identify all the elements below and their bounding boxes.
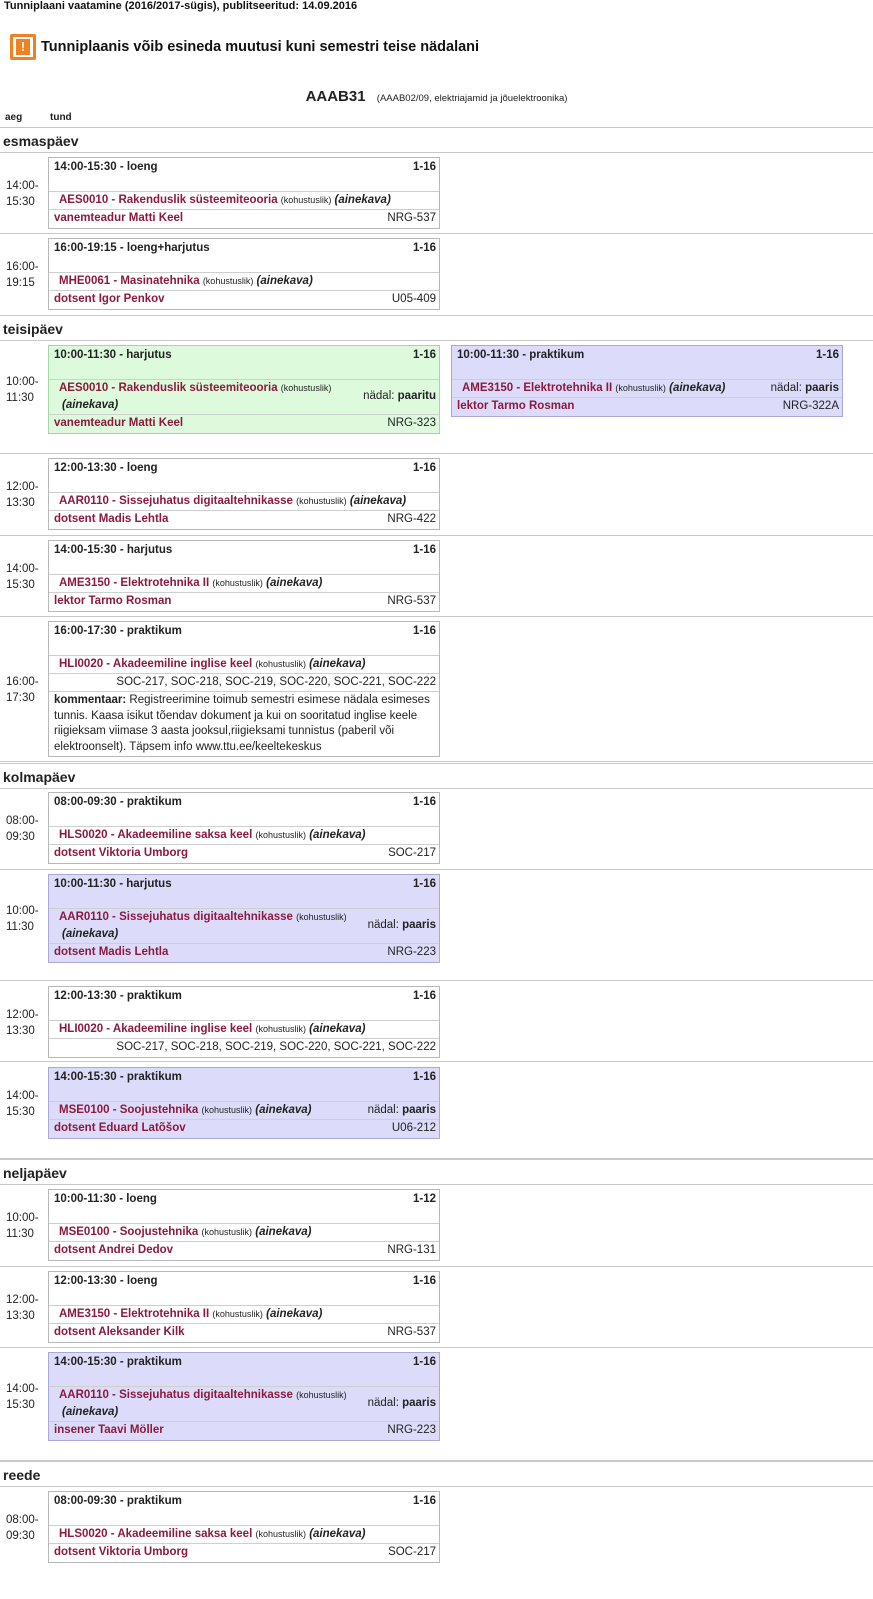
lesson-card[interactable] — [48, 792, 440, 864]
course-type: (kohustuslik) — [201, 1105, 253, 1115]
slot-time: 14:00- 15:30 — [6, 1090, 39, 1118]
teacher-row — [49, 1242, 439, 1260]
lesson-time-type: 10:00-11:30 - praktikum — [457, 349, 585, 361]
week-label: nädal: — [367, 919, 399, 931]
course-row — [452, 380, 842, 398]
lesson-card[interactable] — [48, 1067, 440, 1139]
room-code: SOC-217 — [388, 1546, 436, 1558]
room-code: NRG-322A — [782, 400, 839, 412]
teacher-row — [49, 944, 439, 962]
course-link[interactable]: MHE0061 - Masinatehnika — [59, 275, 200, 287]
lesson-card[interactable] — [48, 1352, 440, 1441]
syllabus-link[interactable]: (ainekava) — [309, 658, 366, 670]
teacher-link[interactable]: insener Taavi Möller — [54, 1424, 164, 1436]
lesson-card[interactable] — [48, 540, 440, 612]
course-row — [49, 827, 439, 845]
day-name: reede — [3, 1467, 41, 1483]
day-header-rule — [0, 788, 873, 789]
lesson-time-type: 08:00-09:30 - praktikum — [54, 796, 182, 808]
lesson-comment — [49, 692, 439, 756]
column-header-lesson: tund — [50, 112, 72, 123]
slot-time: 12:00- 13:30 — [6, 1009, 39, 1037]
group-title — [0, 88, 873, 105]
syllabus-link[interactable]: (ainekava) — [334, 194, 391, 206]
teacher-row — [452, 398, 842, 416]
slot-time: 14:00- 15:30 — [6, 563, 39, 591]
lesson-card[interactable] — [451, 345, 843, 417]
slot-separator — [0, 233, 873, 234]
slot-time: 08:00- 09:30 — [6, 815, 39, 843]
week-parity — [368, 1395, 436, 1412]
course-link[interactable]: HLS0020 - Akadeemiline saksa keel — [59, 829, 253, 841]
week-parity — [368, 917, 436, 934]
teacher-row — [49, 415, 439, 433]
course-type: (kohustuslik) — [212, 578, 263, 588]
slot-separator — [0, 616, 873, 617]
lesson-header — [49, 1068, 439, 1102]
student-groups: SOC-217, SOC-218, SOC-219, SOC-220, SOC-221, SOC-222 — [49, 674, 439, 692]
lesson-time-type: 16:00-19:15 - loeng+harjutus — [54, 242, 210, 254]
course-link[interactable]: AME3150 - Elektrotehnika II — [462, 382, 613, 394]
day-separator — [0, 127, 873, 128]
teacher-link[interactable]: dotsent Viktoria Umborg — [54, 1546, 188, 1558]
lesson-header — [49, 987, 439, 1021]
teacher-link[interactable]: vanemteadur Matti Keel — [54, 417, 184, 429]
course-link[interactable]: AES0010 - Rakenduslik süsteemiteooria — [59, 194, 278, 206]
week-label: nädal: — [367, 1104, 399, 1116]
week-label: nädal: — [367, 1397, 399, 1409]
syllabus-link[interactable]: (ainekava) — [256, 275, 313, 287]
room-code: NRG-223 — [387, 946, 436, 958]
lesson-time-type: 10:00-11:30 - harjutus — [54, 878, 172, 890]
lesson-weeks: 1-16 — [412, 1275, 436, 1287]
course-link[interactable]: HLI0020 - Akadeemiline inglise keel — [59, 658, 253, 670]
course-link[interactable]: AES0010 - Rakenduslik süsteemiteooria — [59, 382, 278, 394]
teacher-row — [49, 511, 439, 529]
page-title: Tunniplaani vaatamine (2016/2017-sügis), publitseeritud: 14.09.2016 — [4, 0, 358, 12]
week-parity-value: paaris — [805, 382, 839, 394]
course-row — [49, 1102, 439, 1120]
slot-time: 14:00- 15:30 — [6, 1383, 39, 1411]
slot-time: 16:00- 19:15 — [6, 261, 39, 289]
room-code: SOC-217 — [388, 847, 436, 859]
syllabus-link[interactable]: (ainekava) — [309, 1528, 366, 1540]
course-row — [49, 1387, 439, 1422]
course-row — [49, 1306, 439, 1324]
slot-separator — [0, 761, 873, 762]
week-parity-value: paaris — [402, 919, 436, 931]
syllabus-link[interactable]: (ainekava) — [266, 577, 323, 589]
lesson-weeks: 1-16 — [412, 242, 436, 254]
course-row — [49, 656, 439, 674]
course-type: (kohustuslik) — [212, 1309, 263, 1319]
week-parity-value: paaris — [402, 1104, 436, 1116]
day-separator — [0, 315, 873, 316]
course-row — [49, 909, 439, 944]
lesson-weeks: 1-16 — [412, 1071, 436, 1083]
room-code: NRG-422 — [387, 513, 436, 525]
slot-separator — [0, 1266, 873, 1267]
teacher-link[interactable]: dotsent Eduard Latõšov — [54, 1122, 186, 1134]
course-row — [49, 1021, 439, 1039]
day-name: teisipäev — [3, 321, 63, 337]
lesson-weeks: 1-16 — [412, 462, 436, 474]
course-type: (kohustuslik) — [615, 383, 666, 393]
teacher-row — [49, 291, 439, 309]
lesson-card[interactable] — [48, 1491, 440, 1563]
slot-time: 10:00- 11:30 — [6, 905, 39, 933]
course-link[interactable]: AME3150 - Elektrotehnika II — [59, 1308, 210, 1320]
syllabus-link[interactable]: (ainekava) — [266, 1308, 323, 1320]
week-parity-value: paaritu — [397, 390, 436, 402]
lesson-weeks: 1-16 — [815, 349, 839, 361]
lesson-weeks: 1-16 — [412, 349, 436, 361]
lesson-header — [49, 1190, 439, 1224]
room-code: NRG-223 — [387, 1424, 436, 1436]
syllabus-link[interactable]: (ainekava) — [669, 382, 726, 394]
day-header-rule — [0, 1486, 873, 1487]
course-row — [49, 380, 439, 415]
course-row — [49, 493, 439, 511]
syllabus-link[interactable]: (ainekava) — [255, 1226, 312, 1238]
slot-time: 16:00- 17:30 — [6, 675, 39, 704]
course-link[interactable]: MSE0100 - Soojustehnika — [59, 1226, 199, 1238]
course-link[interactable]: AAR0110 - Sissejuhatus digitaaltehnikasse — [59, 1389, 293, 1401]
student-groups: SOC-217, SOC-218, SOC-219, SOC-220, SOC-221, SOC-222 — [116, 1041, 436, 1053]
course-row — [49, 1224, 439, 1242]
slot-separator — [0, 869, 873, 870]
teacher-row — [49, 1422, 439, 1440]
lesson-time-type: 10:00-11:30 - loeng — [54, 1193, 157, 1205]
notice-banner — [10, 34, 479, 60]
day-separator — [0, 1461, 873, 1462]
day-name: neljapäev — [3, 1165, 67, 1181]
lesson-weeks: 1-16 — [412, 625, 436, 637]
lesson-header — [49, 875, 439, 909]
syllabus-link[interactable]: (ainekava) — [349, 495, 407, 507]
lesson-card[interactable] — [48, 345, 440, 434]
teacher-link[interactable]: lektor Tarmo Rosman — [457, 400, 575, 412]
teacher-row — [49, 845, 439, 863]
lesson-weeks: 1-16 — [412, 161, 436, 173]
lesson-header — [49, 1492, 439, 1526]
course-type: (kohustuslik) — [255, 830, 306, 840]
lesson-header — [49, 541, 439, 575]
course-type: (kohustuslik) — [280, 383, 332, 393]
exclamation-icon: ! — [10, 34, 36, 60]
teacher-link[interactable]: lektor Tarmo Rosman — [54, 595, 172, 607]
room-code: NRG-537 — [387, 212, 436, 224]
teacher-row — [49, 1120, 439, 1138]
lesson-weeks: 1-16 — [412, 1356, 436, 1368]
comment-text: Registreerimine toimub semestri esimese nädala esimeses tunnis. Kaasa isikut tõendav dokument ja kui on sooritatud inglise keele riigieksam viimase 3 aasta jooksul,riigieksami tunnistus (paberil või elektroonselt). Täpsem info www.ttu.ee/keeltekeskus — [54, 694, 430, 753]
lesson-weeks: 1-16 — [412, 796, 436, 808]
slot-time: 12:00- 13:30 — [6, 1294, 39, 1322]
lesson-header — [49, 793, 439, 827]
course-link[interactable]: HLS0020 - Akadeemiline saksa keel — [59, 1528, 253, 1540]
lesson-time-type: 12:00-13:30 - loeng — [54, 462, 158, 474]
day-header-rule — [0, 152, 873, 153]
column-header-time: aeg — [5, 112, 23, 123]
lesson-header — [49, 346, 439, 380]
room-code: U06-212 — [391, 1122, 436, 1134]
syllabus-link[interactable]: (ainekava) — [255, 1104, 312, 1116]
course-link[interactable]: MSE0100 - Soojustehnika — [59, 1104, 199, 1116]
slot-time: 12:00- 13:30 — [6, 481, 39, 509]
week-parity-value: paaris — [402, 1397, 436, 1409]
syllabus-link[interactable]: (ainekava) — [309, 829, 366, 841]
lesson-time-type: 14:00-15:30 - praktikum — [54, 1356, 182, 1368]
week-label: nädal: — [363, 390, 395, 402]
slot-time: 10:00- 11:30 — [6, 376, 39, 404]
lesson-time-type: 16:00-17:30 - praktikum — [54, 625, 182, 637]
course-link[interactable]: HLI0020 - Akadeemiline inglise keel — [59, 1023, 253, 1035]
slot-time: 10:00- 11:30 — [6, 1212, 39, 1240]
lesson-card[interactable] — [48, 458, 440, 530]
teacher-link[interactable]: dotsent Madis Lehtla — [54, 513, 169, 525]
lesson-time-type: 14:00-15:30 - praktikum — [54, 1071, 182, 1083]
lesson-header — [49, 158, 439, 192]
course-row — [49, 273, 439, 291]
lesson-header — [452, 346, 842, 380]
course-row — [49, 575, 439, 593]
lesson-weeks: 1-16 — [412, 544, 436, 556]
lesson-card[interactable] — [48, 874, 440, 963]
lesson-header — [49, 622, 439, 656]
lesson-header — [49, 1353, 439, 1387]
lesson-time-type: 14:00-15:30 - loeng — [54, 161, 158, 173]
room-code: NRG-131 — [387, 1244, 436, 1256]
slot-separator — [0, 453, 873, 454]
week-parity — [363, 388, 436, 405]
syllabus-link[interactable]: (ainekava) — [62, 928, 119, 940]
course-link[interactable]: AME3150 - Elektrotehnika II — [59, 577, 210, 589]
lesson-weeks: 1-16 — [412, 1495, 436, 1507]
course-row — [49, 192, 439, 210]
group-code: AAAB31 — [305, 88, 366, 105]
teacher-row — [49, 593, 439, 611]
lesson-card[interactable] — [48, 157, 440, 229]
lesson-time-type: 12:00-13:30 - loeng — [54, 1275, 158, 1287]
teacher-link[interactable]: dotsent Viktoria Umborg — [54, 847, 188, 859]
day-name: kolmapäev — [3, 769, 76, 785]
lesson-card[interactable] — [48, 1271, 440, 1343]
course-link[interactable]: AAR0110 - Sissejuhatus digitaaltehnikasse — [59, 495, 293, 507]
lesson-header — [49, 1272, 439, 1306]
teacher-row — [49, 1544, 439, 1562]
room-code: NRG-323 — [387, 417, 436, 429]
group-description: (AAAB02/09, elektriajamid ja jõuelektroonika) — [376, 93, 568, 104]
room-code: U05-409 — [391, 293, 436, 305]
room-code: NRG-537 — [387, 595, 436, 607]
lesson-weeks: 1-16 — [412, 990, 436, 1002]
slot-separator — [0, 535, 873, 536]
day-header-rule — [0, 340, 873, 341]
room-code: NRG-537 — [387, 1326, 436, 1338]
slot-time: 14:00- 15:30 — [6, 180, 39, 208]
teacher-link[interactable]: dotsent Madis Lehtla — [54, 946, 169, 958]
course-type: (kohustuslik) — [202, 276, 254, 286]
lesson-time-type: 10:00-11:30 - harjutus — [54, 349, 172, 361]
lesson-card[interactable] — [48, 238, 440, 310]
course-type: (kohustuslik) — [280, 195, 332, 205]
syllabus-link[interactable]: (ainekava) — [62, 1406, 119, 1418]
lesson-header — [49, 459, 439, 493]
lesson-time-type: 08:00-09:30 - praktikum — [54, 1495, 182, 1507]
course-type: (kohustuslik) — [255, 1024, 306, 1034]
week-parity — [771, 380, 839, 397]
lesson-card[interactable] — [48, 621, 440, 757]
teacher-row — [49, 210, 439, 228]
lesson-card[interactable] — [48, 986, 440, 1058]
course-type: (kohustuslik) — [255, 1529, 306, 1539]
course-type: (kohustuslik) — [296, 912, 347, 922]
lesson-weeks: 1-12 — [412, 1193, 436, 1205]
course-type: (kohustuslik) — [296, 496, 347, 506]
teacher-link[interactable]: vanemteadur Matti Keel — [54, 212, 184, 224]
day-header-rule — [0, 1184, 873, 1185]
teacher-link[interactable]: dotsent Andrei Dedov — [54, 1244, 174, 1256]
course-link[interactable]: AAR0110 - Sissejuhatus digitaaltehnikasse — [59, 911, 293, 923]
slot-separator — [0, 1347, 873, 1348]
teacher-link[interactable]: dotsent Aleksander Kilk — [54, 1326, 185, 1338]
day-separator — [0, 1159, 873, 1160]
notice-text: Tunniplaanis võib esineda muutusi kuni semestri teise nädalani — [41, 39, 480, 55]
lesson-card[interactable] — [48, 1189, 440, 1261]
course-type: (kohustuslik) — [255, 659, 306, 669]
course-type: (kohustuslik) — [296, 1390, 347, 1400]
syllabus-link[interactable]: (ainekava) — [309, 1023, 366, 1035]
comment-label: kommentaar: — [54, 694, 127, 706]
week-parity — [368, 1102, 436, 1119]
day-separator — [0, 763, 873, 764]
syllabus-link[interactable]: (ainekava) — [62, 399, 119, 411]
day-name: esmaspäev — [3, 133, 79, 149]
lesson-time-type: 12:00-13:30 - praktikum — [54, 990, 182, 1002]
lesson-time-type: 14:00-15:30 - harjutus — [54, 544, 173, 556]
slot-separator — [0, 980, 873, 981]
lesson-header — [49, 239, 439, 273]
week-label: nädal: — [770, 382, 802, 394]
teacher-link[interactable]: dotsent Igor Penkov — [54, 293, 165, 305]
lesson-weeks: 1-16 — [412, 878, 436, 890]
course-row — [49, 1526, 439, 1544]
course-type: (kohustuslik) — [201, 1227, 253, 1237]
slot-separator — [0, 1061, 873, 1062]
teacher-row — [49, 1324, 439, 1342]
slot-time: 08:00- 09:30 — [6, 1514, 39, 1542]
